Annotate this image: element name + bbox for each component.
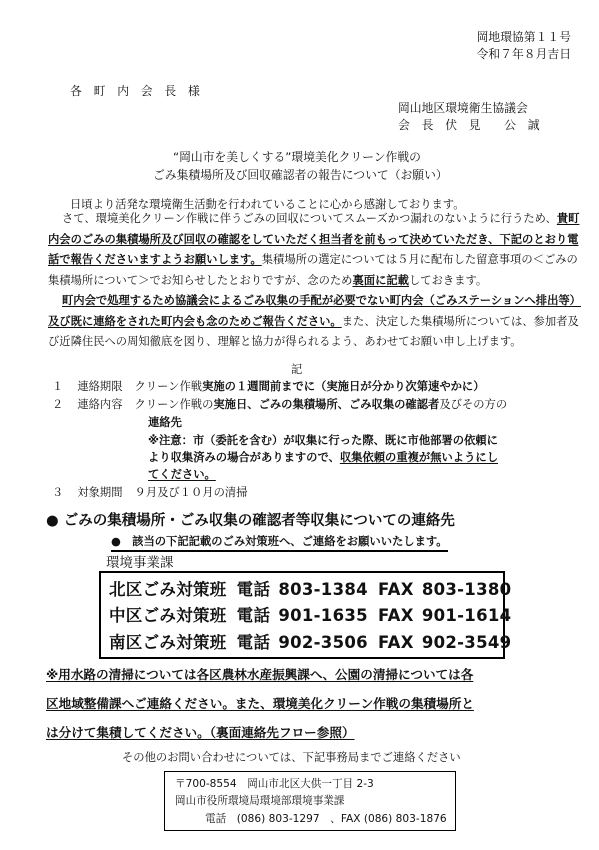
- report-paragraph: [48, 291, 588, 353]
- request-paragraph: [48, 209, 588, 291]
- item-1: [52, 380, 485, 394]
- item-text: クリーン作戦の: [134, 398, 214, 411]
- report-emphasis: 町内会で処理するため協議会によるごみ収集の手配が必要でない町内会（ごみステーションへ排出等）及び既に連絡をされた町内会も念のためご報告ください。: [48, 294, 581, 328]
- item-text-tail: 及びその方の: [439, 398, 508, 411]
- note-line-3: てください。: [148, 468, 216, 481]
- title-line-1: “岡山市を美しくする”環境美化クリーン作戦の: [173, 150, 421, 164]
- office-contact-box: [164, 771, 456, 831]
- contact-row-minami: [109, 629, 511, 653]
- tel-label: 電話: [236, 606, 271, 625]
- item-text: ９月及び１０月の清掃: [134, 486, 248, 499]
- title-line-2: ごみ集積場所及び回収確認者の報告について（お願い）: [153, 168, 448, 182]
- item-3: [52, 486, 248, 500]
- inquiry-note: その他のお問い合わせについては、下記事務局までご連絡ください: [122, 751, 461, 764]
- contact-team-name: 南区ごみ対策班: [109, 633, 227, 652]
- ki-heading: 記: [291, 363, 303, 376]
- reverse-side-note: 裏面に記載: [352, 273, 409, 287]
- office-phone: 電話 (086) 803-1297 、FAX (086) 803-1876: [205, 813, 447, 825]
- fax-number: 902-3549: [421, 633, 512, 652]
- document-date: 令和７年８月吉日: [476, 47, 571, 61]
- item-label: 対象期間: [77, 486, 123, 499]
- greeting-paragraph: 日頃より活発な環境衛生活動を行われていることに心から感謝しております。: [70, 198, 465, 211]
- contact-team-name: 北区ごみ対策班: [109, 580, 227, 599]
- item-label: 連絡期限: [77, 380, 123, 393]
- item-number: ２: [52, 398, 64, 411]
- note-text: より収集済みの場合がありますので、: [148, 451, 340, 464]
- office-department: 岡山市役所環境局環境部環境事業課: [175, 795, 345, 807]
- fax-label: FAX: [377, 633, 414, 652]
- contact-row-naka: [109, 602, 511, 626]
- document-number: 岡地環協第１１号: [476, 30, 571, 44]
- request-intro: さて、環境美化クリーン作戦に伴うごみの回収についてスムーズかつ漏れのないように行うため、: [62, 212, 557, 225]
- item-text: クリーン作戦: [134, 380, 203, 393]
- footnote-line-1: ※用水路の清掃については各区農林水産振興課へ、公園の清掃については各: [46, 667, 474, 682]
- office-address: 〒700-8554 岡山市北区大供一丁目 2-3: [175, 778, 374, 790]
- addressee: 各 町 内 会 長 様: [70, 84, 200, 98]
- item-2: [52, 398, 507, 412]
- footnote-line-2: 区地域整備課へご連絡ください。また、環境美化クリーン作戦の集積場所と: [46, 696, 474, 711]
- tel-number: 803-1384: [278, 580, 368, 599]
- note-line-2: [148, 451, 498, 465]
- report-followup: また、決定した集積場所については、参加者及び近隣住民への周知徹底を図り、理解と協力が得られるよう、あわせてお願い申し上げます。: [48, 314, 579, 348]
- contact-table: [99, 571, 512, 659]
- item-contact-label: 連絡先: [148, 416, 182, 429]
- sender-name: 会 長 伏 見 公 誠: [398, 118, 540, 132]
- fax-number: 803-1380: [421, 580, 512, 599]
- item-number: ３: [52, 486, 64, 499]
- contact-heading: ● ごみの集積場所・ごみ収集の確認者等収集についての連絡先: [46, 513, 455, 529]
- request-end: しておきます。: [408, 273, 488, 287]
- item-label: 連絡内容: [77, 398, 123, 411]
- contact-subheading: ● 該当の下記記載のごみ対策班へ、ご連絡をお願いいたします。: [111, 533, 448, 552]
- note-emphasis: 収集依頼の重複が無いようにし: [339, 451, 498, 464]
- fax-label: FAX: [377, 580, 414, 599]
- fax-label: FAX: [377, 606, 414, 625]
- contact-team-name: 中区ごみ対策班: [109, 606, 227, 625]
- tel-label: 電話: [236, 633, 271, 652]
- footnote-line-3: は分けて集積してください。（裏面連絡先フロー参照）: [46, 725, 355, 740]
- department-label: 環境事業課: [106, 555, 174, 571]
- contact-row-kita: [109, 576, 511, 600]
- tel-number: 902-3506: [278, 633, 368, 652]
- note-line-1: ※注意：市（委託を含む）が収集に行った際、既に市他部署の依頼に: [148, 434, 498, 447]
- request-selection-note: 集積場所の選定については５月に配布した留意事項の＜ごみの集積場所について＞でお知らせしたとおりですが、念のため: [48, 253, 578, 287]
- item-text-bold: 実施の１週間前までに（実施日が分かり次第速やかに）: [202, 380, 485, 393]
- item-number: １: [52, 380, 64, 393]
- request-emphasis: 貴町内会のごみの集積場所及び回収の確認をしていただく担当者を前もって決めていただき、下記のとおり電話で報告くださいますようお願いします。: [48, 212, 580, 266]
- tel-label: 電話: [236, 580, 271, 599]
- item-2-continuation: [148, 416, 182, 430]
- tel-number: 901-1635: [278, 606, 368, 625]
- item-text-bold: 実施日、ごみの集積場所、ごみ収集の確認者: [213, 398, 440, 411]
- sender-organization: 岡山地区環境衛生協議会: [398, 101, 528, 115]
- fax-number: 901-1614: [421, 606, 512, 625]
